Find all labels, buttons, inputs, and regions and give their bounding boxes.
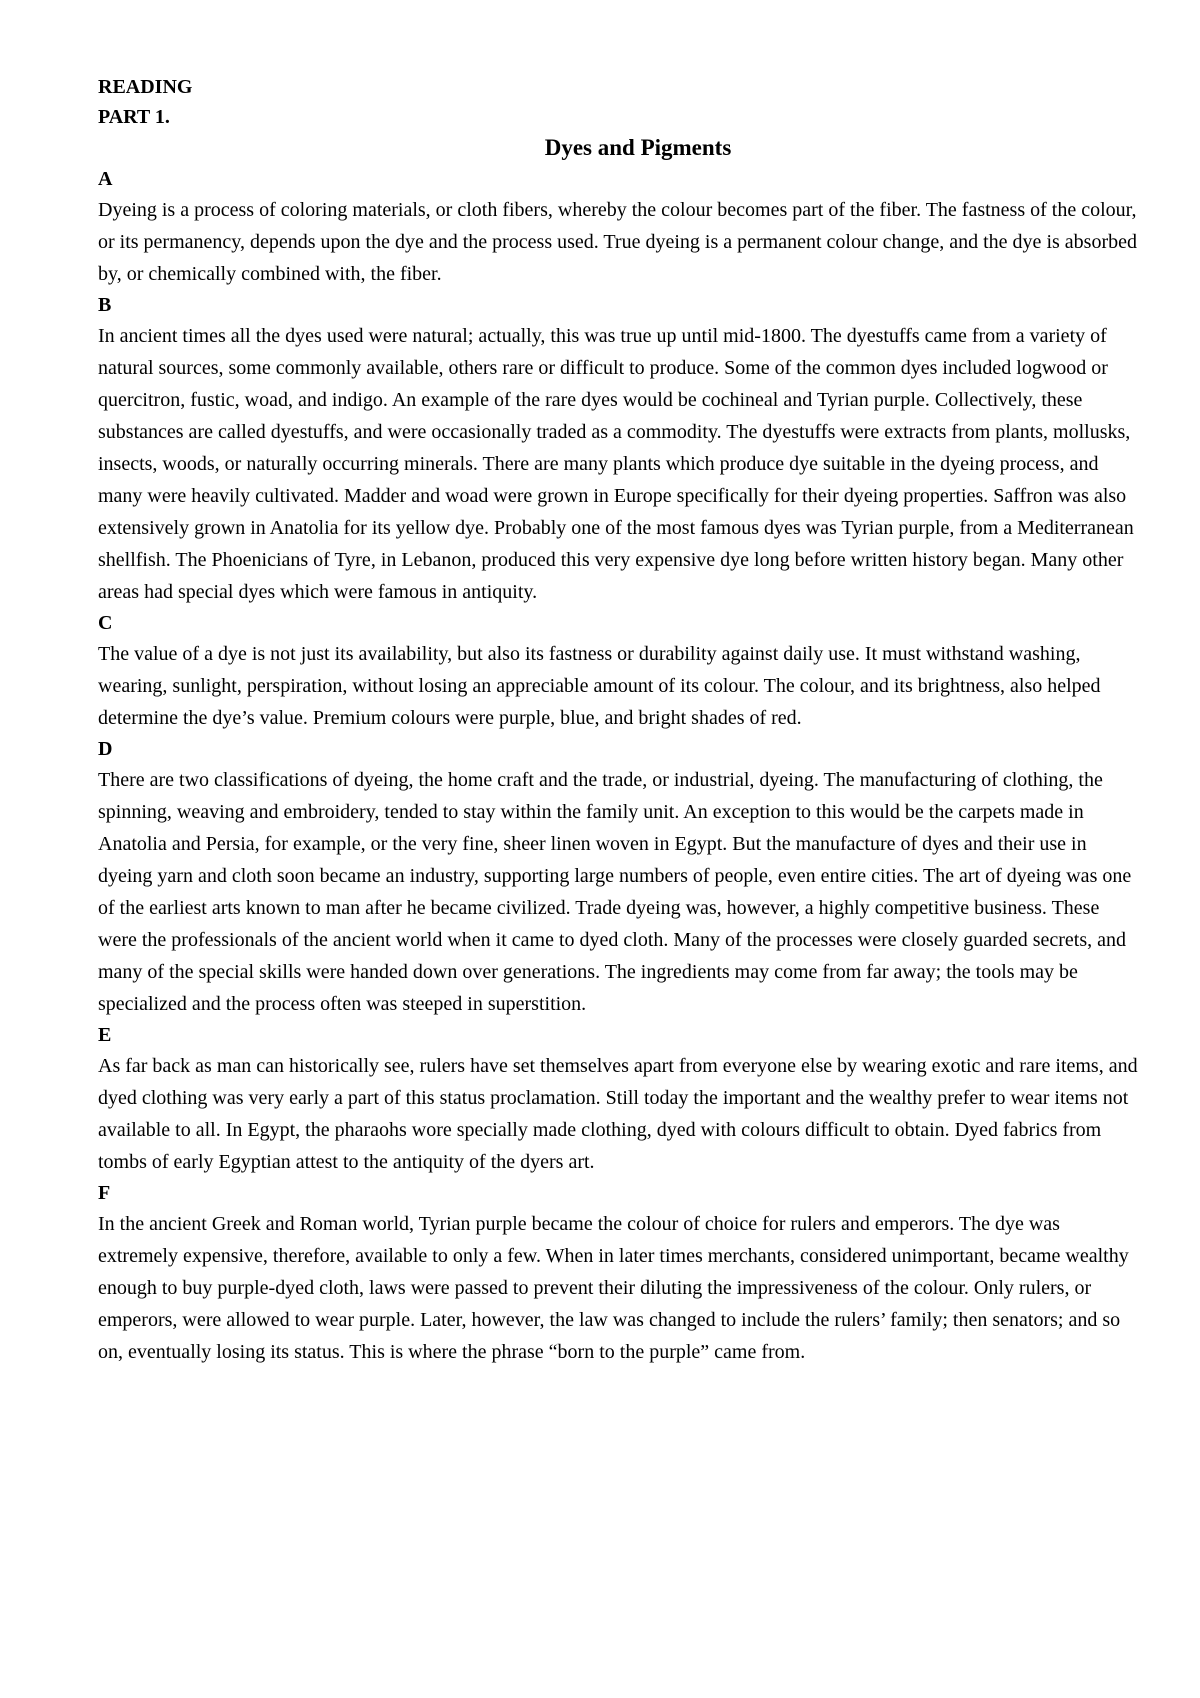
page-title: Dyes and Pigments <box>544 135 732 160</box>
section-paragraph: In the ancient Greek and Roman world, Tyrian purple became the colour of choice for rulers and emperors. The dye was extremely expensive, therefore, available to only a few. When in later times merchants, considered unimportant, became wealthy enough to buy purple-dyed cloth, laws were passed to prevent their diluting the impressiveness of the colour. Only rulers, or emperors, were allowed to wear purple. Later, however, the law was changed to include the rulers’ family; then senators; and so on, eventually losing its status. This is where the phrase “born to the purple” came from. <box>98 1213 1129 1363</box>
section-e <box>98 1020 1138 1178</box>
reading-label: READING <box>98 76 193 98</box>
section-letter: E <box>98 1024 112 1046</box>
section-paragraph: Dyeing is a process of coloring materials, or cloth fibers, whereby the colour becomes part of the fiber. The fastness of the colour, or its permanency, depends upon the dye and the process used. True dyeing is a permanent colour change, and the dye is absorbed by, or chemically combined with, the fiber. <box>98 199 1137 285</box>
section-d <box>98 734 1138 1020</box>
section-f <box>98 1178 1138 1368</box>
section-letter: C <box>98 612 113 634</box>
section-paragraph: The value of a dye is not just its availability, but also its fastness or durability against daily use. It must withstand washing, wearing, sunlight, perspiration, without losing an appreciable amount of its colour. The colour, and its brightness, also helped determine the dye’s value. Premium colours were purple, blue, and bright shades of red. <box>98 643 1101 729</box>
section-paragraph: In ancient times all the dyes used were natural; actually, this was true up until mid-1800. The dyestuffs came from a variety of natural sources, some commonly available, others rare or difficult to produce. Some of the common dyes included logwood or quercitron, fustic, woad, and indigo. An example of the rare dyes would be cochineal and Tyrian purple. Collectively, these substances are called dyestuffs, and were occasionally traded as a commodity. The dyestuffs were extracts from plants, mollusks, insects, woods, or naturally occurring minerals. There are many plants which produce dye suitable in the dyeing process, and many were heavily cultivated. Madder and woad were grown in Europe specifically for their dyeing properties. Saffron was also extensively grown in Anatolia for its yellow dye. Probably one of the most famous dyes was Tyrian purple, from a Mediterranean shellfish. The Phoenicians of Tyre, in Lebanon, produced this very expensive dye long before written history began. Many other areas had special dyes which were famous in antiquity. <box>98 325 1134 603</box>
section-letter: D <box>98 738 113 760</box>
document-page <box>98 72 1138 1368</box>
section-paragraph: As far back as man can historically see, rulers have set themselves apart from everyone else by wearing exotic and rare items, and dyed clothing was very early a part of this status proclamation. Still today the important and the wealthy prefer to wear items not available to all. In Egypt, the pharaohs wore specially made clothing, dyed with colours difficult to obtain. Dyed fabrics from tombs of early Egyptian attest to the antiquity of the dyers art. <box>98 1055 1138 1173</box>
section-letter: F <box>98 1182 111 1204</box>
section-letter: A <box>98 168 113 190</box>
section-c <box>98 608 1138 734</box>
section-b <box>98 290 1138 608</box>
section-letter: B <box>98 294 112 316</box>
section-paragraph: There are two classifications of dyeing, the home craft and the trade, or industrial, dyeing. The manufacturing of clothing, the spinning, weaving and embroidery, tended to stay within the family unit. An exception to this would be the carpets made in Anatolia and Persia, for example, or the very fine, sheer linen woven in Egypt. But the manufacture of dyes and their use in dyeing yarn and cloth soon became an industry, supporting large numbers of people, even entire cities. The art of dyeing was one of the earliest arts known to man after he became civilized. Trade dyeing was, however, a highly competitive business. These were the professionals of the ancient world when it came to dyed cloth. Many of the processes were closely guarded secrets, and many of the special skills were handed down over generations. The ingredients may come from far away; the tools may be specialized and the process often was steeped in superstition. <box>98 769 1132 1015</box>
part-label: PART 1. <box>98 106 170 128</box>
section-a <box>98 164 1138 290</box>
